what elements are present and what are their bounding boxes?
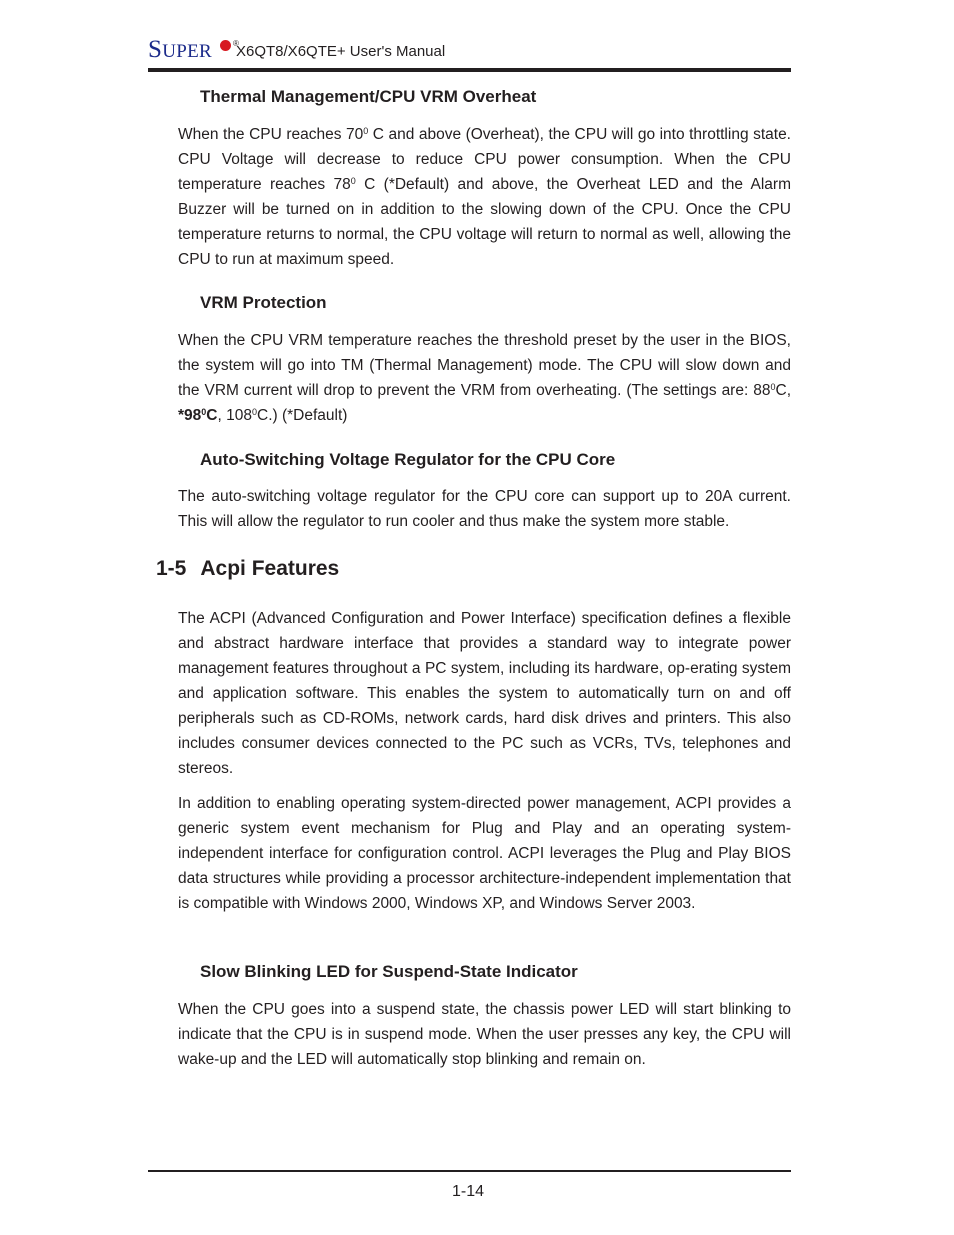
- acpi-paragraph-1: The ACPI (Advanced Configuration and Power Interface) specification defines a flexible and abstract hardware interface that provides a standard way to integrate power management features throughout a PC system, including its hardware, op-erating system and application software. This enables the system to automatically turn on and off peripherals such as CD-ROMs, network cards, hard disk drives and printers. This also includes consumer devices connected to the PC such as VCRs, TVs, telephones and stereos.: [178, 610, 791, 777]
- page-header: [148, 32, 791, 72]
- thermal-text-3: C (*Default) and above, the Overheat LED and the Alarm Buzzer will be turned on in addition to the slowing down of the CPU. Once the CPU temperature returns to normal, the CPU voltage will return to normal as well, allowing the CPU to run at maximum speed.: [178, 176, 791, 268]
- autoswitch-paragraph: The auto-switching voltage regulator for the CPU core can support up to 20A current. This will allow the regulator to run cooler and thus make the system more stable.: [178, 488, 791, 530]
- thermal-superscript-2: 0: [350, 176, 356, 186]
- vrm-text-3: , 108: [217, 407, 252, 424]
- vrm-text-1: When the CPU VRM temperature reaches the threshold preset by the user in the BIOS, the system will go into TM (Thermal Management) mode. The CPU will slow down and the VRM current will drop to prevent the VRM from overheating. (The settings are: 88: [178, 332, 791, 399]
- vrm-heading: VRM Protection: [200, 293, 327, 312]
- vrm-superscript-1: 0: [770, 382, 776, 392]
- vrm-paragraph: [178, 328, 791, 428]
- vrm-text-4: C.) (*Default): [257, 407, 348, 424]
- section-number: 1-5: [156, 557, 187, 580]
- section-title: [156, 557, 339, 581]
- logo-dot-icon: [220, 40, 231, 51]
- logo-first-letter: S: [148, 36, 163, 63]
- acpi-paragraph-2: In addition to enabling operating system-directed power management, ACPI provides a generic system event mechanism for Plug and Play and an operating system-independent interface for configuration control. ACPI leverages the Plug and Play BIOS data structures while providing a processor architecture-independent implementation that is compatible with Windows 2000, Windows XP, and Windows Server 2003.: [178, 795, 791, 912]
- page-number: 1-14: [451, 1183, 485, 1200]
- vrm-bold-superscript: 0: [201, 407, 207, 417]
- section-title-text: Acpi Features: [200, 557, 340, 580]
- supermicro-logo: [148, 36, 212, 64]
- manual-title: X6QT8/X6QTE+ User's Manual: [236, 43, 446, 60]
- slowblink-heading: Slow Blinking LED for Suspend-State Indicator: [200, 962, 578, 981]
- footer-divider: [148, 1170, 791, 1172]
- thermal-text-2: C and above (Overheat), the CPU will go into throttling state. CPU Voltage will decrease to reduce CPU power consumption. When the CPU temperature reaches 78: [178, 126, 791, 193]
- autoswitch-heading: Auto-Switching Voltage Regulator for the CPU Core: [200, 450, 616, 469]
- slowblink-paragraph: When the CPU goes into a suspend state, the chassis power LED will start blinking to indicate that the CPU is in suspend mode. When the user presses any key, the CPU will wake-up and the LED will automatically stop blinking and remain on.: [178, 1001, 791, 1068]
- thermal-paragraph: [178, 122, 791, 272]
- vrm-bold-2: C: [206, 407, 218, 424]
- header-divider: [148, 68, 791, 72]
- logo-rest: UPER: [162, 41, 212, 62]
- thermal-text-1: When the CPU reaches 70: [178, 126, 364, 143]
- thermal-superscript-1: 0: [363, 126, 369, 136]
- registered-mark: ®: [233, 39, 239, 48]
- vrm-default-setting: [178, 407, 218, 424]
- vrm-bold-1: *98: [178, 407, 202, 424]
- vrm-text-2: C,: [775, 382, 791, 399]
- vrm-superscript-2: 0: [251, 407, 257, 417]
- thermal-heading: Thermal Management/CPU VRM Overheat: [200, 87, 537, 106]
